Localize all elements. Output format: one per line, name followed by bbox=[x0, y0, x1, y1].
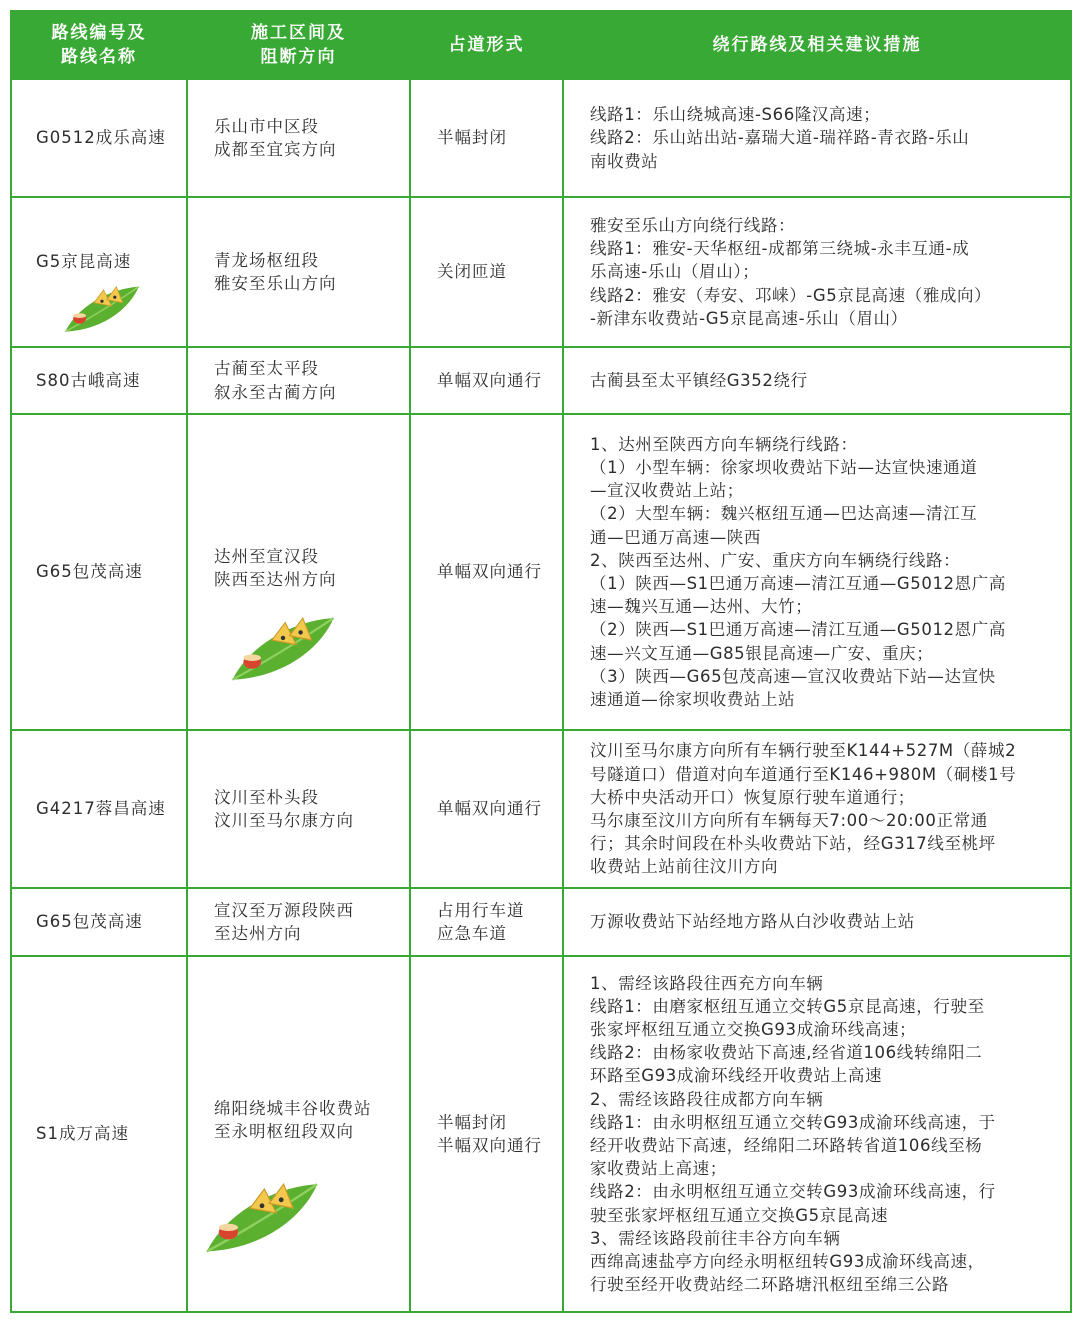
header-advice: 绕行路线及相关建议措施 bbox=[563, 11, 1071, 79]
form-cell: 占用行车道 应急车道 bbox=[410, 888, 563, 956]
form-cell: 单幅双向通行 bbox=[410, 347, 563, 414]
route-label: G5京昆高速 bbox=[36, 252, 132, 272]
zongzi-leaf-mascot-icon bbox=[202, 1177, 322, 1261]
section-label: 达州至宣汉段 陕西至达州方向 bbox=[214, 546, 337, 589]
table-row bbox=[11, 414, 1071, 730]
section-cell: 宣汉至万源段陕西 至达州方向 bbox=[187, 888, 410, 956]
road-closure-table bbox=[10, 10, 1072, 1313]
zongzi-leaf-mascot-icon bbox=[62, 282, 142, 338]
table-row bbox=[11, 956, 1071, 1312]
table-row bbox=[11, 730, 1071, 888]
header-form: 占道形式 bbox=[410, 11, 563, 79]
route-cell: S1成万高速 bbox=[11, 956, 187, 1312]
form-cell: 半幅封闭 半幅双向通行 bbox=[410, 956, 563, 1312]
route-cell: G65包茂高速 bbox=[11, 414, 187, 730]
route-cell bbox=[11, 197, 187, 347]
advice-cell: 雅安至乐山方向绕行线路： 线路1：雅安-天华枢纽-成都第三绕城-永丰互通-成 乐高速-乐山（眉山）； 线路2：雅安（寿安、邛崃）-G5京昆高速（雅成向） -新津东收费站-G5京昆高速-乐山（眉山） bbox=[563, 197, 1071, 347]
section-cell: 汶川至朴头段 汶川至马尔康方向 bbox=[187, 730, 410, 888]
header-section: 施工区间及 阻断方向 bbox=[187, 11, 410, 79]
advice-cell: 万源收费站下站经地方路从白沙收费站上站 bbox=[563, 888, 1071, 956]
section-cell: 古蔺至太平段 叙永至古蔺方向 bbox=[187, 347, 410, 414]
header-route: 路线编号及 路线名称 bbox=[11, 11, 187, 79]
section-label: 绵阳绕城丰谷收费站 至永明枢纽段双向 bbox=[214, 1098, 372, 1141]
advice-cell: 古蔺县至太平镇经G352绕行 bbox=[563, 347, 1071, 414]
table-row bbox=[11, 197, 1071, 347]
form-cell: 半幅封闭 bbox=[410, 79, 563, 197]
form-cell: 单幅双向通行 bbox=[410, 414, 563, 730]
advice-cell: 1、达州至陕西方向车辆绕行线路： （1）小型车辆：徐家坝收费站下站—达宣快速通道 —宣汉收费站上站； （2）大型车辆：魏兴枢纽互通—巴达高速—清江互 通—巴通万高速—陕西 2、陕西至达州、广安、重庆方向车辆绕行线路： （1）陕西—S1巴通万高速—清江互通—G5012恩广高 速—魏兴互通—达州、大竹； （2）陕西—S1巴通万高速—清江互通—G5012恩广高 速—兴文互通—G85银昆高速—广安、重庆； （3）陕西—G65包茂高速—宣汉收费站下站—达宣快 速通道—徐家坝收费站上站 bbox=[563, 414, 1071, 730]
advice-cell: 1、需经该路段往西充方向车辆 线路1：由磨家枢纽互通立交转G5京昆高速，行驶至 张家坪枢纽互通立交换G93成渝环线高速； 线路2：由杨家收费站下高速,经省道106线转绵阳二 环路至G93成渝环线经开收费站上高速 2、需经该路段往成都方向车辆 线路1：由永明枢纽互通立交转G93成渝环线高速，于 经开收费站下高速，经绵阳二环路转省道106线至杨 家收费站上高速； 线路2：由永明枢纽互通立交转G93成渝环线高速，行 驶至张家坪枢纽互通立交换G5京昆高速 3、需经该路段前往丰谷方向车辆 西绵高速盐亭方向经永明枢纽转G93成渝环线高速， 行驶至经开收费站经二环路塘汛枢纽至绵三公路 bbox=[563, 956, 1071, 1312]
table-row bbox=[11, 79, 1071, 197]
route-cell: G0512成乐高速 bbox=[11, 79, 187, 197]
zongzi-leaf-mascot-icon bbox=[228, 611, 338, 689]
section-cell: 青龙场枢纽段 雅安至乐山方向 bbox=[187, 197, 410, 347]
form-cell: 关闭匝道 bbox=[410, 197, 563, 347]
form-cell: 单幅双向通行 bbox=[410, 730, 563, 888]
table-row bbox=[11, 888, 1071, 956]
route-cell: G65包茂高速 bbox=[11, 888, 187, 956]
advice-cell: 汶川至马尔康方向所有车辆行驶至K144+527M（薛城2 号隧道口）借道对向车道通行至K146+980M（硐楼1号 大桥中央活动开口）恢复原行驶车道通行； 马尔康至汶川方向所有车辆每天7:00～20:00正常通 行；其余时间段在朴头收费站下站，经G317线至桃坪 收费站上站前往汶川方向 bbox=[563, 730, 1071, 888]
advice-cell: 线路1：乐山绕城高速-S66隆汉高速； 线路2：乐山站出站-嘉瑞大道-瑞祥路-青衣路-乐山 南收费站 bbox=[563, 79, 1071, 197]
section-cell bbox=[187, 956, 410, 1312]
route-cell: G4217蓉昌高速 bbox=[11, 730, 187, 888]
section-cell: 乐山市中区段 成都至宜宾方向 bbox=[187, 79, 410, 197]
section-cell bbox=[187, 414, 410, 730]
table-row bbox=[11, 347, 1071, 414]
header-row bbox=[11, 11, 1071, 79]
route-cell: S80古峨高速 bbox=[11, 347, 187, 414]
